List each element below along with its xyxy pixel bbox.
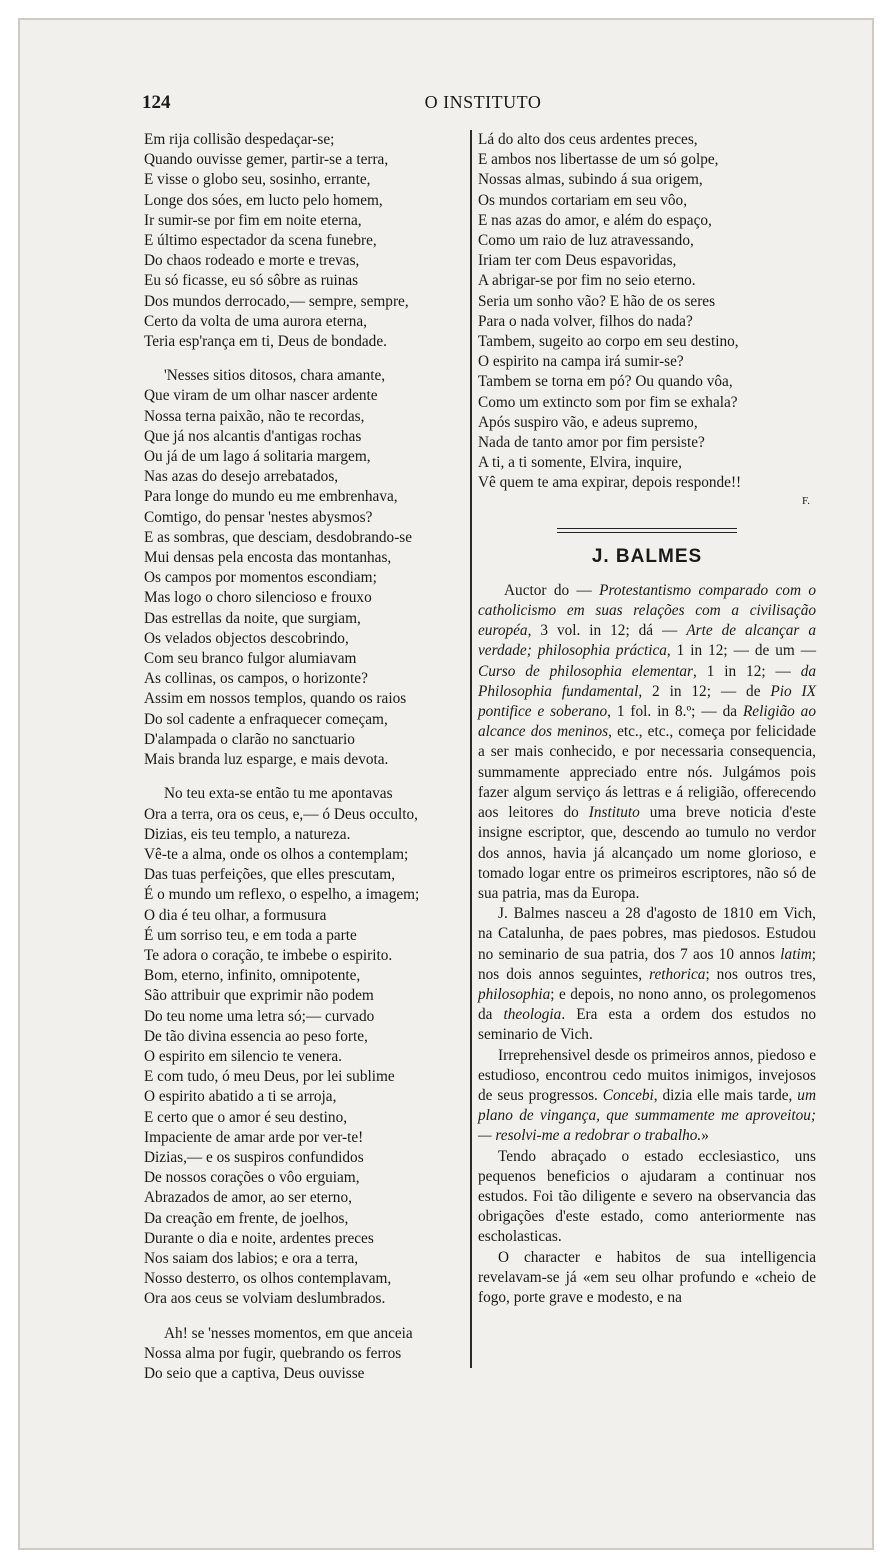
poem-column-left	[144, 130, 474, 1398]
poem-stanza	[144, 366, 474, 770]
text-run: Auctor do —	[504, 581, 600, 599]
verse-line: Iriam ter com Deus espavoridas,	[478, 252, 677, 270]
verse-line: Que viram de um olhar nascer ardente	[144, 387, 378, 405]
verse-line: Vê-te a alma, onde os olhos a contemplam;	[144, 845, 409, 863]
verse-line: E nas azas do amor, e além do espaço,	[478, 211, 712, 229]
verse-line: Como um extincto som por fim se exhala?	[478, 393, 738, 411]
verse-line: É um sorriso teu, e em toda a parte	[144, 926, 357, 944]
italic-run: Protestantismo comparado com o catholicismo em suas relações com a civilisação européa	[478, 581, 816, 640]
verse-line: Teria esp'rança em ti, Deus de bondade.	[144, 333, 387, 351]
verse-line: Seria um sonho vão? E hão de os seres	[478, 292, 716, 310]
article-paragraph	[478, 904, 816, 1045]
verse-line: Nossas almas, subindo á sua origem,	[478, 171, 703, 189]
verse-line: O dia é teu olhar, a formusura	[144, 906, 327, 924]
text-run: , 1 fol. in 8.º; — da	[607, 703, 743, 721]
text-run: , etc., etc., começa por felicidade a ser mais conhecido, e por necessaria consequencia, summamente appreciado entre nós. Julgámos pois fazer algum serviço ás lettras e á religião, offerecendo aos leitores do	[478, 723, 816, 822]
verse-line: Mui densas pela encosta das montanhas,	[144, 549, 392, 567]
journal-title: O INSTITUTO	[424, 92, 542, 112]
verse-line: No teu exta-se então tu me apontavas	[164, 785, 393, 803]
right-column	[478, 130, 816, 1308]
verse-line: Tambem se torna em pó? Ou quando vôa,	[478, 373, 733, 391]
text-run: , dizia elle mais tarde,	[653, 1086, 798, 1104]
verse-line: Quando ouvisse gemer, partir-se a terra,	[144, 151, 389, 169]
italic-run: um plano de vingança, que summamente me aproveitou; — resolvi-me a redobrar o trabalho.	[478, 1086, 816, 1145]
article-paragraph	[478, 1046, 816, 1147]
verse-line: Nossa terna paixão, não te recordas,	[144, 407, 365, 425]
verse-line: Abrazados de amor, ao ser eterno,	[144, 1189, 352, 1207]
text-run: O character e habitos de sua intelligencia revelavam-se já «em seu olhar profundo e «cheio de fogo, porte grave e modesto, e na	[478, 1248, 816, 1306]
verse-line: Mas logo o choro silencioso e frouxo	[144, 589, 372, 607]
text-run: ; nos dois annos seguintes,	[478, 945, 816, 983]
verse-line: Do chaos rodeado e morte e trevas,	[144, 252, 360, 270]
text-run: , 3 vol. in 12; dá —	[527, 622, 687, 640]
italic-run: da Philosophia fundamental	[478, 662, 816, 700]
verse-line: E com tudo, ó meu Deus, por lei sublime	[144, 1068, 395, 1086]
verse-line: Dizias,— e os suspiros confundidos	[144, 1148, 364, 1166]
verse-line: Durante o dia e noite, ardentes preces	[144, 1229, 374, 1247]
verse-line: Assim em nossos templos, quando os raios	[144, 690, 407, 708]
italic-run: latim	[780, 945, 812, 963]
text-run: »	[701, 1127, 709, 1145]
verse-line: E certo que o amor é seu destino,	[144, 1108, 348, 1126]
verse-line: Em rija collisão despedaçar-se;	[144, 131, 335, 148]
article-title: J. BALMES	[591, 545, 703, 567]
verse-line: Mais branda luz esparge, e mais devota.	[144, 751, 389, 769]
verse-line: Para longe do mundo eu me embrenhava,	[144, 488, 398, 506]
verse-line: Eu só ficasse, eu só sôbre as ruinas	[144, 272, 359, 290]
text-run: , 2 in 12; — de	[638, 682, 771, 700]
text-run: uma breve noticia d'este insigne escriptor, que, descendo ao tumulo no verdor dos annos, havia já alcançado um nome glorioso, e tomado logar entre os primeiros escriptores, não só de sua patria, mas da Europa.	[478, 804, 816, 902]
verse-line: Vê quem te ama expirar, depois responde!!	[478, 474, 742, 492]
verse-line: Ir sumir-se por fim em noite eterna,	[144, 211, 362, 229]
poem-signature: F.	[802, 494, 810, 507]
verse-line: Nas azas do desejo arrebatados,	[144, 468, 339, 486]
italic-run: rethorica	[649, 965, 706, 983]
section-separator	[557, 528, 737, 533]
verse-line: A ti, a ti somente, Elvira, inquire,	[478, 454, 682, 472]
text-run: ; e depois, no nono anno, os prolegomenos da	[478, 985, 816, 1024]
verse-line: São attribuir que exprimir não podem	[144, 987, 374, 1005]
poem-stanza	[144, 1324, 474, 1385]
verse-line: Bom, eterno, infinito, omnipotente,	[144, 967, 361, 985]
poem-right	[478, 130, 816, 494]
verse-line: Que já nos alcantis d'antigas rochas	[144, 427, 362, 445]
verse-line: Nos saiam dos labios; e ora a terra,	[144, 1249, 359, 1267]
poem-left	[144, 130, 474, 1384]
verse-line: Como um raio de luz atravessando,	[478, 232, 694, 250]
verse-line: Após suspiro vão, e adeus supremo,	[478, 413, 698, 431]
italic-run: Pio IX pontifice e soberano	[478, 682, 816, 721]
verse-line: De tão divina essencia ao peso forte,	[144, 1027, 368, 1045]
verse-line: Ora aos ceus se volviam deslumbrados.	[144, 1290, 386, 1308]
verse-line: O espirito abatido a ti se arroja,	[144, 1088, 337, 1106]
poem-stanza	[144, 784, 474, 1309]
text-run: J. Balmes nasceu a 28 d'agosto de 1810 em Vich, na Catalunha, de paes pobres, mas piedosos. Estudou no seminario de sua patria, dos 7 aos 10 annos	[478, 905, 816, 963]
text-run: , 1 in 12; —	[692, 662, 801, 680]
verse-line: As collinas, os campos, o horizonte?	[144, 670, 368, 688]
verse-line: E último espectador da scena funebre,	[144, 232, 377, 250]
italic-run: Concebi	[602, 1086, 654, 1104]
text-run: , 1 in 12; — de um —	[666, 642, 816, 660]
verse-line: Ora a terra, ora os ceus, e,— ó Deus occulto,	[144, 805, 418, 823]
verse-line: 'Nesses sitios ditosos, chara amante,	[164, 367, 386, 385]
verse-line: E ambos nos libertasse de um só golpe,	[478, 151, 719, 169]
text-run: Tendo abraçado o estado ecclesiastico, uns pequenos beneficios o ajudaram a continuar nos estudos. Foi tão diligente e severo na observancia das obrigações d'este estado, como anteriormente nas escholasticas.	[478, 1147, 816, 1246]
verse-line: Os campos por momentos escondiam;	[144, 569, 377, 587]
verse-line: Do sol cadente a enfraquecer começam,	[144, 710, 388, 728]
verse-line: Do seio que a captiva, Deus ouvisse	[144, 1364, 365, 1382]
verse-line: Longe dos sóes, em lucto pelo homem,	[144, 191, 383, 209]
verse-line: Para o nada volver, filhos do nada?	[478, 312, 693, 330]
verse-line: Da creação em frente, de joelhos,	[144, 1209, 349, 1227]
verse-line: Do teu nome uma letra só;— curvado	[144, 1007, 375, 1025]
verse-line: Lá do alto dos ceus ardentes preces,	[478, 131, 698, 148]
article-paragraph	[478, 581, 816, 904]
verse-line: Te adora o coração, te imbebe o espirito.	[144, 946, 393, 964]
verse-line: O espirito na campa irá sumir-se?	[478, 353, 684, 371]
italic-run: theologia	[503, 1006, 562, 1024]
verse-line: Impaciente de amar arde por ver-te!	[144, 1128, 364, 1146]
verse-line: Os mundos cortariam em seu vôo,	[478, 191, 688, 209]
verse-line: Ou já de um lago á solitaria margem,	[144, 448, 371, 466]
verse-line: Tambem, sugeito ao corpo em seu destino,	[478, 333, 739, 351]
verse-line: Nossa alma por fugir, quebrando os ferros	[144, 1344, 402, 1362]
page-header	[142, 92, 824, 116]
verse-line: Os velados objectos descobrindo,	[144, 629, 349, 647]
verse-line: Dizias, eis teu templo, a natureza.	[144, 825, 351, 843]
verse-line: Das estrellas da noite, que surgiam,	[144, 609, 361, 627]
verse-line: Das tuas perfeições, que elles prescutam,	[144, 866, 396, 884]
page-number: 124	[142, 92, 171, 113]
verse-line: E visse o globo seu, sosinho, errante,	[144, 171, 371, 189]
verse-line: Nosso desterro, os olhos contemplavam,	[144, 1270, 392, 1288]
text-run: . Era esta a ordem dos estudos no seminario de Vich.	[478, 1006, 816, 1044]
italic-run: Arte de alcançar a verdade; philosophia práctica	[478, 622, 816, 660]
italic-run: Religião ao alcance dos meninos	[478, 703, 816, 741]
verse-line: Com seu branco fulgor alumiavam	[144, 650, 357, 668]
italic-run: Curso de philosophia elementar	[478, 662, 693, 680]
verse-line: Comtigo, do pensar 'nestes abysmos?	[144, 508, 373, 526]
verse-line: De nossos corações o vôo erguiam,	[144, 1169, 360, 1187]
verse-line: Dos mundos derrocado,— sempre, sempre,	[144, 292, 409, 310]
verse-line: A abrigar-se por fim no seio eterno.	[478, 272, 696, 290]
article-paragraph	[478, 1147, 816, 1248]
verse-line: É o mundo um reflexo, o espelho, a imagem;	[144, 886, 420, 904]
verse-line: E as sombras, que desciam, desdobrando-se	[144, 528, 413, 546]
verse-line: D'alampada o clarão no sanctuario	[144, 730, 355, 748]
verse-line: Nada de tanto amor por fim persiste?	[478, 434, 705, 452]
italic-run: philosophia	[478, 985, 551, 1003]
verse-line: Certo da volta de uma aurora eterna,	[144, 312, 367, 330]
article-paragraph	[478, 1248, 816, 1309]
italic-run: Instituto	[588, 804, 640, 822]
poem-stanza	[144, 130, 474, 352]
verse-line: Ah! se 'nesses momentos, em que anceia	[164, 1324, 413, 1342]
text-run: ; nos outros tres,	[705, 965, 816, 983]
text-run: Irreprehensivel desde os primeiros annos, piedoso e estudioso, encontrou cedo muitos inimigos, invejosos de seus progressos.	[478, 1046, 816, 1104]
verse-line: O espirito em silencio te venera.	[144, 1047, 342, 1065]
